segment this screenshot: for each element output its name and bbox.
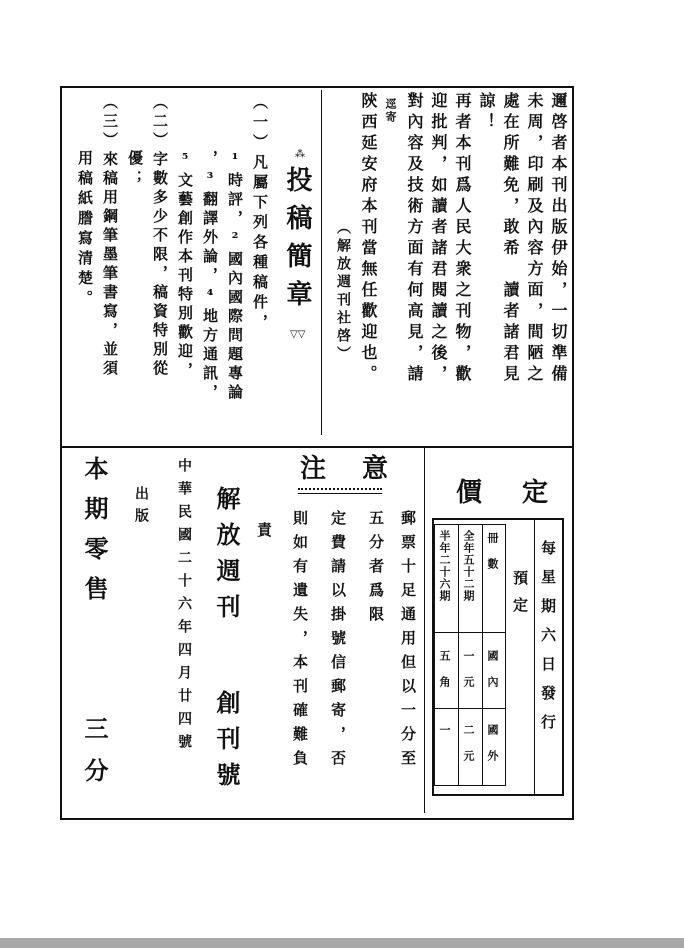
rule-line: ，³翻譯外論，⁴地方通訊， bbox=[201, 150, 219, 403]
notice-line: 迎批判，如讀者諸君閱讀之後， bbox=[429, 92, 448, 386]
notice-line: 未周，印刷及內容方面，間陋之 bbox=[525, 92, 544, 386]
price-table-cell: 二 元 bbox=[462, 724, 475, 763]
rule-line: ⁵文藝創作本刊特別歡迎， bbox=[176, 150, 194, 381]
attention-underline bbox=[298, 488, 382, 494]
rule-line: 用稿紙謄寫清楚。 bbox=[76, 150, 94, 310]
price-table-col-divider bbox=[482, 525, 483, 785]
price-table-cell: 全年五十二期 bbox=[462, 530, 475, 602]
notice-line: 再者本刊爲人民大衆之刊物，歡 bbox=[453, 92, 472, 386]
divider-notice bbox=[321, 90, 322, 435]
attention-line: 責 bbox=[255, 522, 273, 542]
price-table-header: 國 外 bbox=[486, 724, 499, 763]
notice-line: 對內容及技術方面有何高見，請 bbox=[405, 92, 424, 386]
rule-line: （一）凡屬下列各種稿件， bbox=[251, 94, 269, 334]
notice-line: 邇啓者本刊出版伊始，一切準備 bbox=[549, 92, 568, 386]
rule-line: （二）字數多少不限，稿資特別從 bbox=[151, 94, 169, 379]
divider-middle bbox=[62, 446, 572, 448]
masthead-date: 中華民國二十六年四月廿四號 bbox=[176, 458, 192, 757]
rule-line: 優； bbox=[126, 150, 144, 190]
notice-line: 諒！ bbox=[477, 92, 496, 134]
price-table-row-divider bbox=[435, 708, 505, 709]
price-schedule: 每星期六日發行 bbox=[539, 540, 557, 743]
attention-line: 五分者爲限 bbox=[367, 510, 385, 630]
notice-line-small: 逕寄 bbox=[384, 98, 397, 124]
price-table-row-divider bbox=[435, 632, 505, 633]
attention-line: 定費請以掛號信郵寄，否 bbox=[329, 510, 347, 774]
notice-line: 陝西延安府本刊當無任歡迎也。 bbox=[359, 92, 378, 386]
divider-price bbox=[424, 448, 425, 813]
masthead-published: 出版 bbox=[133, 486, 149, 530]
masthead-title: 解放週刊 bbox=[212, 486, 241, 630]
retail-label: 本期零售 bbox=[80, 456, 109, 616]
rule-line: （三）來稿用鋼筆墨筆書寫，並須 bbox=[101, 94, 119, 379]
masthead-issue: 創刊號 bbox=[212, 690, 241, 798]
price-table-col-divider bbox=[458, 525, 459, 785]
submission-title: 投稿簡章 bbox=[282, 166, 312, 318]
price-box-divider bbox=[534, 520, 535, 795]
price-table-cell: 一 元 bbox=[462, 650, 475, 689]
price-prepay: 預定 bbox=[511, 570, 529, 624]
attention-line: 則如有遺失，本刊確難負 bbox=[291, 510, 309, 774]
notice-signature: （解放週刊社啓） bbox=[335, 220, 351, 364]
price-table-header: 國 內 bbox=[486, 650, 499, 689]
title-ornament-top: ⁂ bbox=[295, 149, 305, 160]
rule-line: ¹時評，²國內國際問題專論 bbox=[226, 150, 244, 403]
price-table-header: 冊 數 bbox=[486, 532, 499, 571]
price-table-cell: 半年二十六期 bbox=[438, 530, 451, 602]
price-table-cell: 五 角 bbox=[438, 650, 451, 689]
viewer-bottom-bar bbox=[0, 938, 684, 948]
attention-line: 郵票十足通用但以一分至 bbox=[399, 510, 417, 774]
price-title: 定價 bbox=[456, 478, 589, 508]
price-table-cell: 一 bbox=[438, 724, 451, 737]
notice-line: 處在所難免，敢希 讀者諸君見 bbox=[501, 92, 520, 386]
attention-title-char: 注意 bbox=[300, 454, 425, 484]
title-ornament-bottom: ▽▽ bbox=[290, 329, 306, 340]
retail-price: 三分 bbox=[80, 716, 109, 800]
